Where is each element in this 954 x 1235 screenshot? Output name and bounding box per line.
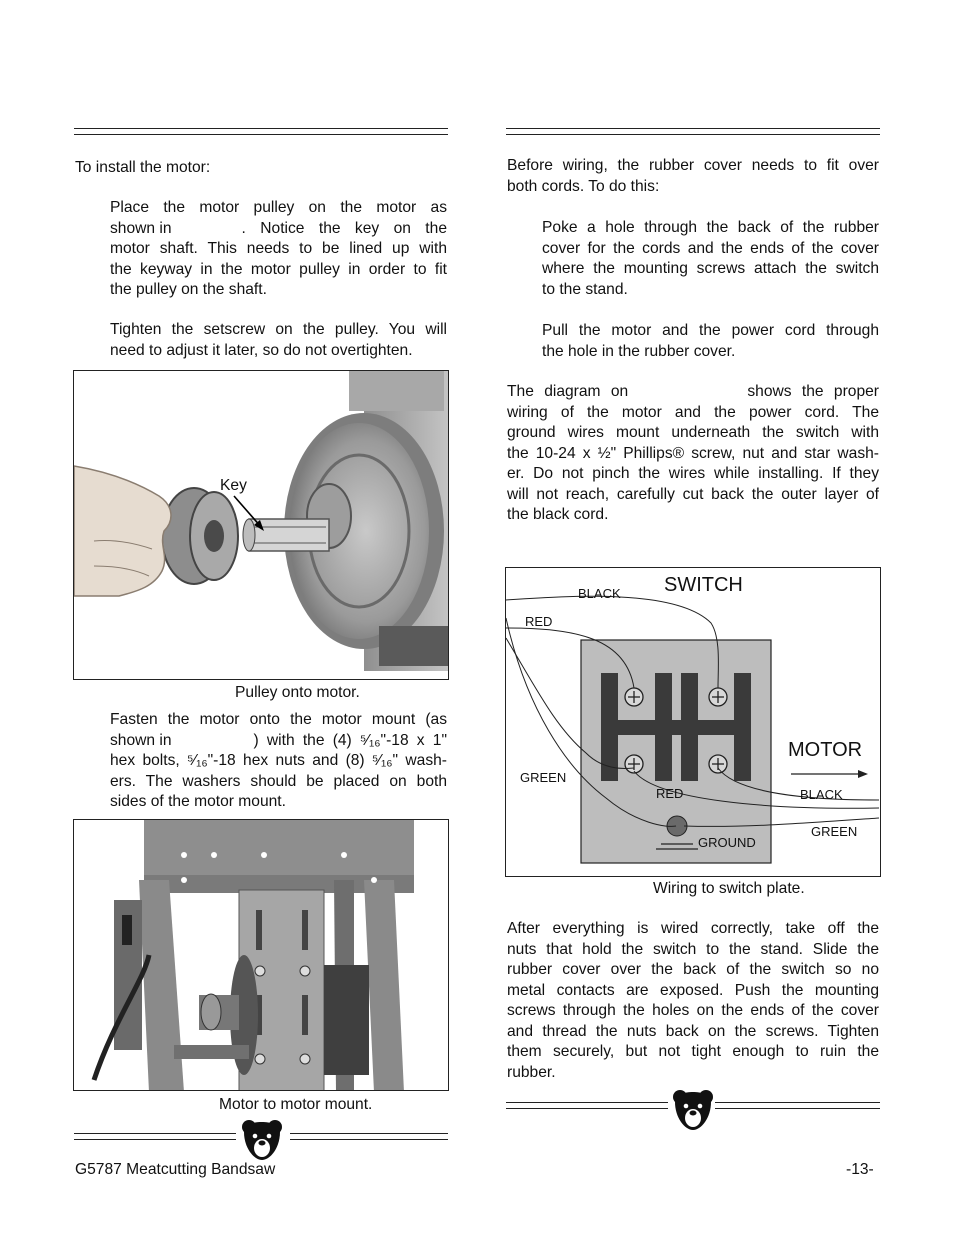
stepB-text: Pull the motor and the power cord through the hole in the rubber cover. — [542, 322, 879, 360]
right-section-rule — [506, 128, 880, 135]
pulley-motor-illustration — [74, 371, 449, 680]
footer-title: G5787 Meatcutting Bandsaw — [75, 1161, 276, 1178]
pulley-motor-photo — [73, 370, 449, 680]
label-red-bottom: RED — [656, 786, 684, 801]
wiring-diagram — [505, 567, 881, 877]
label-green-right: GREEN — [811, 824, 858, 839]
bear-head-logo-icon — [240, 1118, 284, 1162]
step2-text: Tighten the setscrew on the pulley. You will need to adjust it later, so do not overtighten. — [110, 321, 447, 359]
step3-text: Fasten the motor onto the motor mount (as shown in ) with the (4) ⁵⁄₁₆"-18 x 1" hex bolts, ⁵⁄₁₆"-18 hex nuts and (8) ⁵⁄₁₆" wash- ers. The washers should be placed on both sides of the motor mount. — [110, 711, 447, 810]
label-black-top: BLACK — [578, 586, 621, 601]
right-bottom-rule-a — [506, 1102, 668, 1109]
label-ground: GROUND — [698, 835, 756, 850]
diagram-caption: Wiring to switch plate. — [653, 880, 805, 897]
right-bottom-rule-b — [715, 1102, 880, 1109]
label-red-top: RED — [525, 614, 553, 629]
label-green-left: GREEN — [520, 770, 567, 785]
motor-title: MOTOR — [788, 739, 863, 761]
left-bottom-rule-a — [74, 1133, 236, 1140]
motor-mount-illustration — [74, 820, 449, 1091]
figure2-caption: Motor to motor mount. — [219, 1096, 373, 1113]
right-para1: Before wiring, the rubber cover needs to fit over both cords. To do this: — [507, 157, 879, 195]
switch-title: SWITCH — [664, 574, 743, 596]
figure1-caption: Pulley onto motor. — [235, 684, 360, 701]
left-intro: To install the motor: — [75, 159, 211, 176]
right-para3: After everything is wired correctly, take off the nuts that hold the switch to the stand. Slide the rubber cover over the back of the switch so no metal contacts are exposed. Push the mounting screws through the holes on the ends of the cover and thread the nuts back on the screws. Tighten them securely, but not tight enough to ruin the rubber. — [507, 920, 879, 1081]
footer-page-number: -13- — [846, 1161, 874, 1178]
stepA-text: Poke a hole through the back of the rubber cover for the cords and the ends of the cover where the mounting screws attach the switch to the stand. — [542, 219, 879, 298]
step1-text: Place the motor pulley on the motor as shown in . Notice the key on the motor shaft. This needs to be lined up with the keyway in the motor pulley in order to fit the pulley on the shaft. — [110, 199, 447, 298]
key-label: Key — [220, 477, 247, 494]
left-bottom-rule-b — [290, 1133, 448, 1140]
right-para2: The diagram on shows the proper wiring of the motor and the power cord. The ground wires mount underneath the switch with the 10-24 x ½" Phillips® screw, nut and star wash- er. Do not pinch the wires while installing. If they will not reach, carefully cut back the outer layer of the black cord. — [507, 383, 879, 523]
label-black-right: BLACK — [800, 787, 843, 802]
motor-mount-photo — [73, 819, 449, 1091]
bear-head-logo-icon — [671, 1088, 715, 1132]
left-section-rule — [74, 128, 448, 135]
